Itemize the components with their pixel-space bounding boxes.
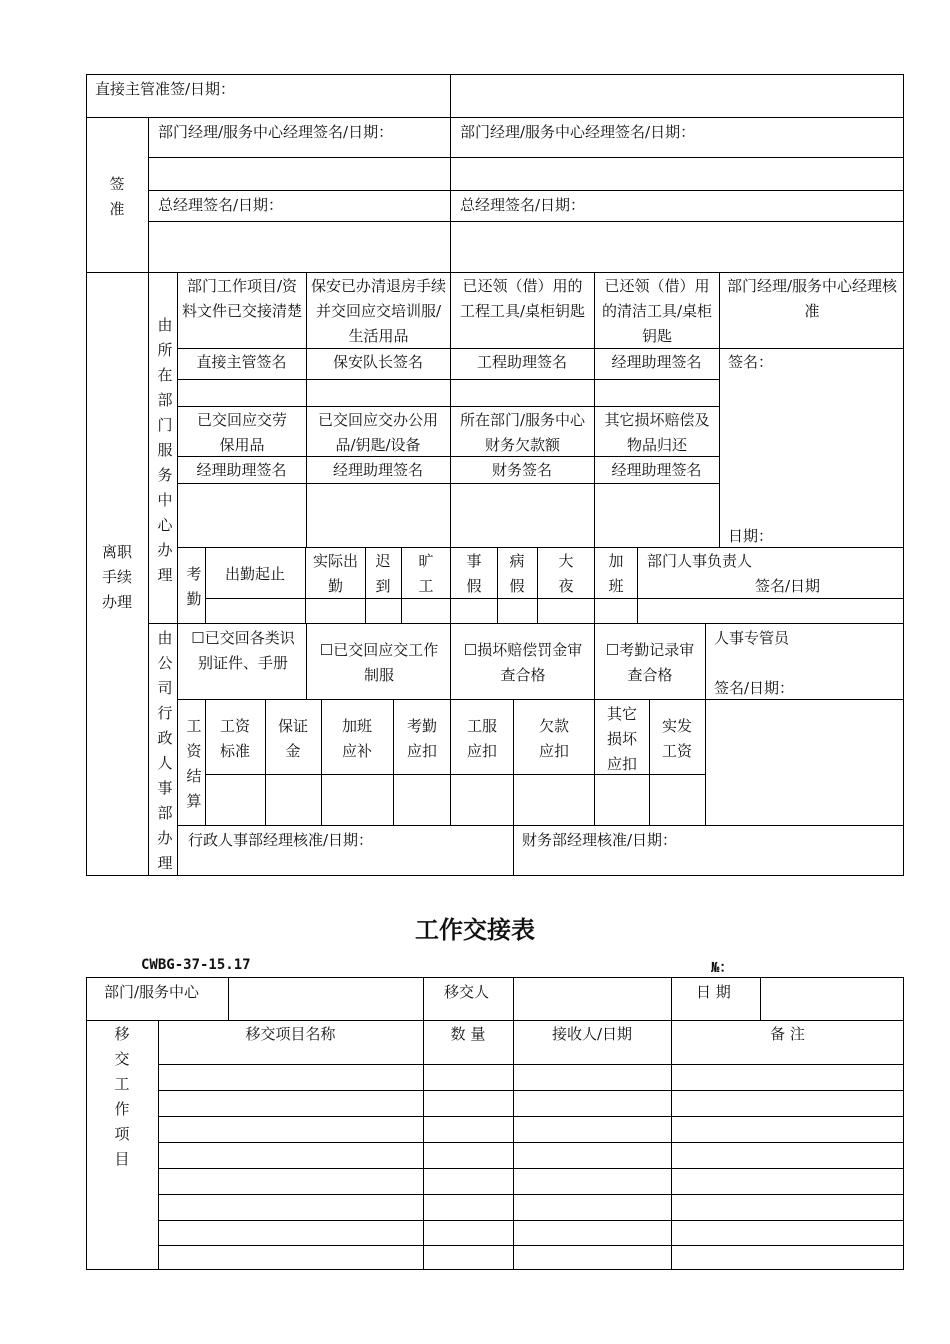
- attendance-overtime: 加班: [608, 552, 624, 595]
- form-number-label: №：: [711, 960, 734, 976]
- signer-manager-assistant-2: 经理助理签名: [196, 461, 287, 479]
- signer-engineering-assistant: 工程助理签名: [476, 353, 567, 371]
- signer-manager-assistant: 经理助理签名: [611, 353, 702, 371]
- salary-uniform-deduct: 工服应扣: [466, 717, 497, 760]
- item-finance-debt: 所在部门/服务中心财务欠款额: [459, 411, 586, 454]
- attendance-late: 迟到: [375, 552, 391, 595]
- salary-net-pay: 实发工资: [661, 717, 692, 760]
- hr-manager-verify-label: 行政人事部经理核准/日期：: [188, 831, 374, 849]
- salary-overtime-pay: 加班应补: [341, 717, 372, 760]
- salary-settlement-label: 工资结算: [186, 717, 202, 810]
- hr-officer-label: 人事专管员: [714, 629, 790, 647]
- attendance-night-shift: 大夜: [558, 552, 574, 595]
- item-office-supplies: 已交回应交办公用品/钥匙/设备: [317, 411, 438, 454]
- item-labor-supplies: 已交回应交劳保用品: [196, 411, 287, 454]
- dept-handling-label: 由所在部门服务中心办理: [157, 316, 173, 584]
- header-quantity: 数 量: [450, 1025, 486, 1043]
- gm-sign-right: 总经理签名/日期：: [460, 196, 586, 214]
- attendance-absent: 旷工: [418, 552, 434, 595]
- dept-hr-sign-date-label: 签名/日期: [755, 577, 821, 595]
- signer-finance: 财务签名: [491, 461, 552, 479]
- salary-debt-deduct: 欠款应扣: [538, 717, 569, 760]
- dept-manager-sign-left: 部门经理/服务中心经理签名/日期：: [158, 123, 394, 141]
- attendance-label: 考勤: [186, 565, 202, 608]
- leave-procedure-label: 离职手续办理: [101, 543, 132, 611]
- header-receiver-date: 接收人/日期: [551, 1025, 633, 1043]
- header-remarks: 备 注: [770, 1025, 805, 1043]
- date-label: 日 期: [696, 983, 731, 1001]
- verify-date-label: 日期：: [728, 527, 774, 545]
- dept-hr-sign-label: 部门人事负责人: [647, 552, 753, 570]
- dept-manager-sign-right: 部门经理/服务中心经理签名/日期：: [460, 123, 696, 141]
- signer-direct-supervisor: 直接主管签名: [196, 353, 287, 371]
- attendance-sick-leave: 病假: [509, 552, 525, 595]
- form-code: CWBG-37-15.17: [141, 957, 251, 973]
- supervisor-approval-label: 直接主管准签/日期：: [95, 80, 236, 98]
- signer-manager-assistant-3: 经理助理签名: [332, 461, 423, 479]
- item-engineering-tools: 已还领（借）用的工程工具/桌柜钥匙: [459, 277, 586, 320]
- dept-service-center-label: 部门/服务中心: [104, 983, 200, 1001]
- salary-attendance-deduct: 考勤应扣: [406, 717, 437, 760]
- attendance-personal-leave: 事假: [466, 552, 482, 595]
- item-cleaning-tools: 已还领（借）用的清洁工具/桌柜钥匙: [601, 277, 713, 345]
- header-item-name: 移交项目名称: [245, 1025, 336, 1043]
- finance-manager-verify-label: 财务部经理核准/日期：: [522, 831, 678, 849]
- attendance-period: 出勤起止: [224, 565, 285, 583]
- hr-item-uniform: ☐已交回应交工作制服: [319, 641, 439, 684]
- salary-standard: 工资标准: [219, 717, 250, 760]
- hr-item-damage-fine: ☐损坏赔偿罚金审查合格: [463, 641, 583, 684]
- transferor-label: 移交人: [444, 983, 490, 1001]
- verify-sign-label: 签名：: [728, 353, 774, 371]
- handover-items-side-label: 移交工作项目: [114, 1025, 130, 1168]
- attendance-actual: 实际出勤: [313, 552, 359, 595]
- gm-sign-left: 总经理签名/日期：: [158, 196, 284, 214]
- hr-officer-date-label: 签名/日期：: [714, 679, 795, 697]
- handover-form-title: 工作交接表: [415, 916, 535, 944]
- item-security-return: 保安已办清退房手续并交回应交培训服/生活用品: [311, 277, 447, 345]
- salary-deposit: 保证金: [277, 717, 308, 760]
- signer-manager-assistant-4: 经理助理签名: [611, 461, 702, 479]
- hr-item-attendance-record: ☐考勤记录审查合格: [605, 641, 695, 684]
- signer-security-captain: 保安队长签名: [332, 353, 423, 371]
- salary-damage-deduct: 其它损坏应扣: [606, 705, 637, 773]
- item-work-handover: 部门工作项目/资料文件已交接清楚: [182, 277, 303, 320]
- hr-item-id-cards: ☐已交回各类识别证件、手册: [191, 629, 295, 672]
- sign-section-label: 签准: [109, 175, 125, 218]
- company-hr-handling-label: 由公司行政人事部办理: [157, 629, 173, 872]
- dept-manager-verify-label: 部门经理/服务中心经理核准: [726, 277, 898, 320]
- item-damage-compensation: 其它损坏赔偿及物品归还: [604, 411, 710, 454]
